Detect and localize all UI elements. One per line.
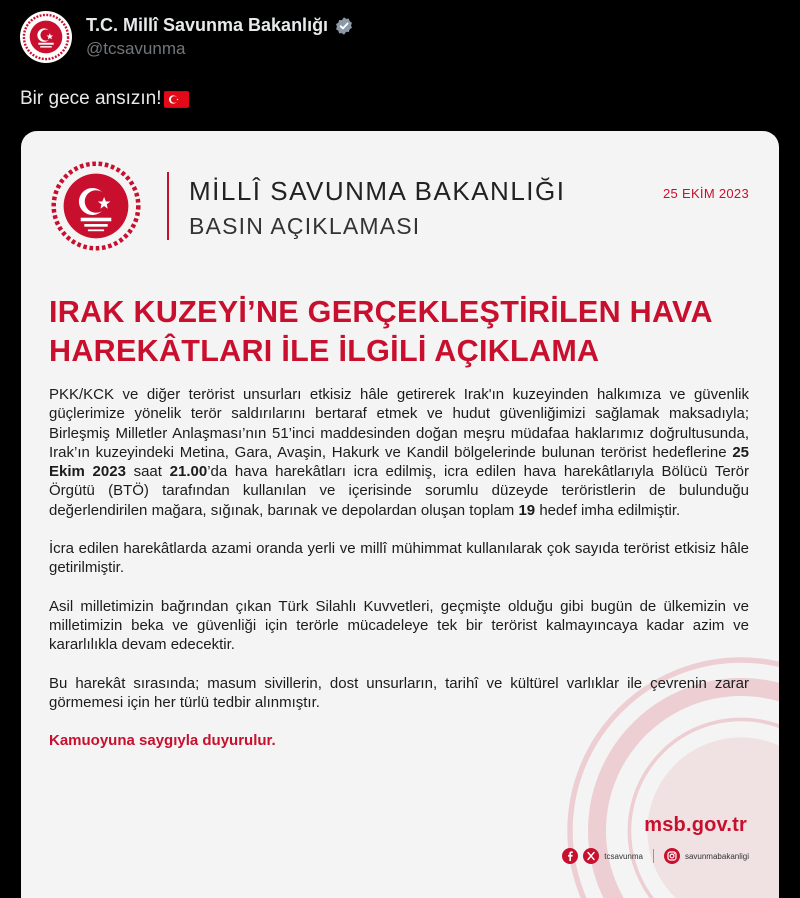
p1-time: 21.00 <box>169 463 208 481</box>
display-name[interactable]: T.C. Millî Savunma Bakanlığı <box>86 15 329 35</box>
ministry-name: MİLLÎ SAVUNMA BAKANLIĞI <box>189 176 566 206</box>
handle[interactable]: @tcsavunma <box>86 39 186 58</box>
paragraph-1 <box>49 385 749 520</box>
release-date: 25 EKİM 2023 <box>663 186 749 201</box>
headline <box>49 293 759 371</box>
name-block <box>86 15 354 59</box>
tweet-text-content: Bir gece ansızın! <box>20 88 162 109</box>
social-divider <box>653 849 654 863</box>
p1-text-a: PKK/KCK ve diğer terörist unsurları etkisiz hâle getirerek Irak'ın kuzeyinden halkımıza ve güvenlik güçlerimize yönelik terör saldırılarını bertaraf etmek ve hudut güvenliğimizi sağlamak maksadıyla; Birleşmiş Milletler Anlaşması’nın 51’inci maddesinden doğan meşru müdafaa haklarımız doğrultusunda, Irak’ın kuzeyindeki Metina, Gara, Avaşin, Hakurk ve Kandil bölgelerinde bulunan terörist hedeflerine <box>49 386 749 461</box>
facebook-icon <box>562 848 578 864</box>
p1-count: 19 <box>518 501 536 519</box>
instagram-icon <box>664 848 680 864</box>
release-type: BASIN AÇIKLAMASI <box>189 213 421 239</box>
turkish-flag-icon <box>164 91 189 108</box>
p1-text-b: saat <box>125 463 170 481</box>
avatar[interactable] <box>20 11 72 63</box>
social-handle-instagram: savunmabakanligi <box>684 851 749 861</box>
social-links <box>562 848 749 864</box>
p1-text-d: hedef imha edilmiştir. <box>535 501 681 519</box>
header-divider <box>167 172 169 240</box>
release-body <box>49 385 749 750</box>
site-url: msb.gov.tr <box>644 814 747 836</box>
paragraph-2: İcra edilen harekâtlarda azami oranda yerli ve millî mühimmat kullanılarak çok sayıda terörist etkisiz hâle getirilmiştir. <box>49 540 749 577</box>
tweet-text <box>20 88 189 110</box>
press-release-image[interactable] <box>21 131 779 898</box>
x-icon <box>583 848 599 864</box>
p1-date: 25 Ekim 2023 <box>49 443 749 481</box>
closing-line: Kamuoyuna saygıyla duyurulur. <box>49 732 276 750</box>
ministry-emblem-icon <box>51 161 141 251</box>
tweet-header <box>20 8 354 66</box>
verified-icon <box>334 16 354 36</box>
paragraph-4: Bu harekât sırasında; masum sivillerin, dost unsurların, tarihî ve kültürel varlıklar ile çevrenin zarar görmemesi için her türlü tedbir alınmıştır. <box>49 674 749 711</box>
p1-text-c: ’da hava harekâtları icra edilmiş, icra edilen hava harekâtlarıyla Bölücü Terör Örgütü (BTÖ) tarafından kullanılan ve içerisinde sorumlu düzeyde teröristlerin de bulunduğu değerlendirilen mağara, sığınak, barınak ve depolardan oluşan toplam <box>49 463 750 519</box>
ministry-emblem-icon <box>22 13 70 61</box>
headline-line-1: IRAK KUZEYİ’NE GERÇEKLEŞTİRİLEN HAVA <box>49 295 713 329</box>
paragraph-3: Asil milletimizin bağrından çıkan Türk Silahlı Kuvvetleri, geçmişte olduğu gibi bugün de ülkemizin ve milletimizin beka ve güvenliği için terörle mücadeleye tek bir terörist kalmayıncaya kadar azim ve kararlılıkla devam edecektir. <box>49 597 749 654</box>
press-release-content <box>21 131 779 898</box>
headline-line-2: HAREKÂTLARI İLE İLGİLİ AÇIKLAMA <box>49 334 600 368</box>
display-name-row <box>86 15 354 36</box>
social-handle-x: tcsavunma <box>604 851 643 861</box>
